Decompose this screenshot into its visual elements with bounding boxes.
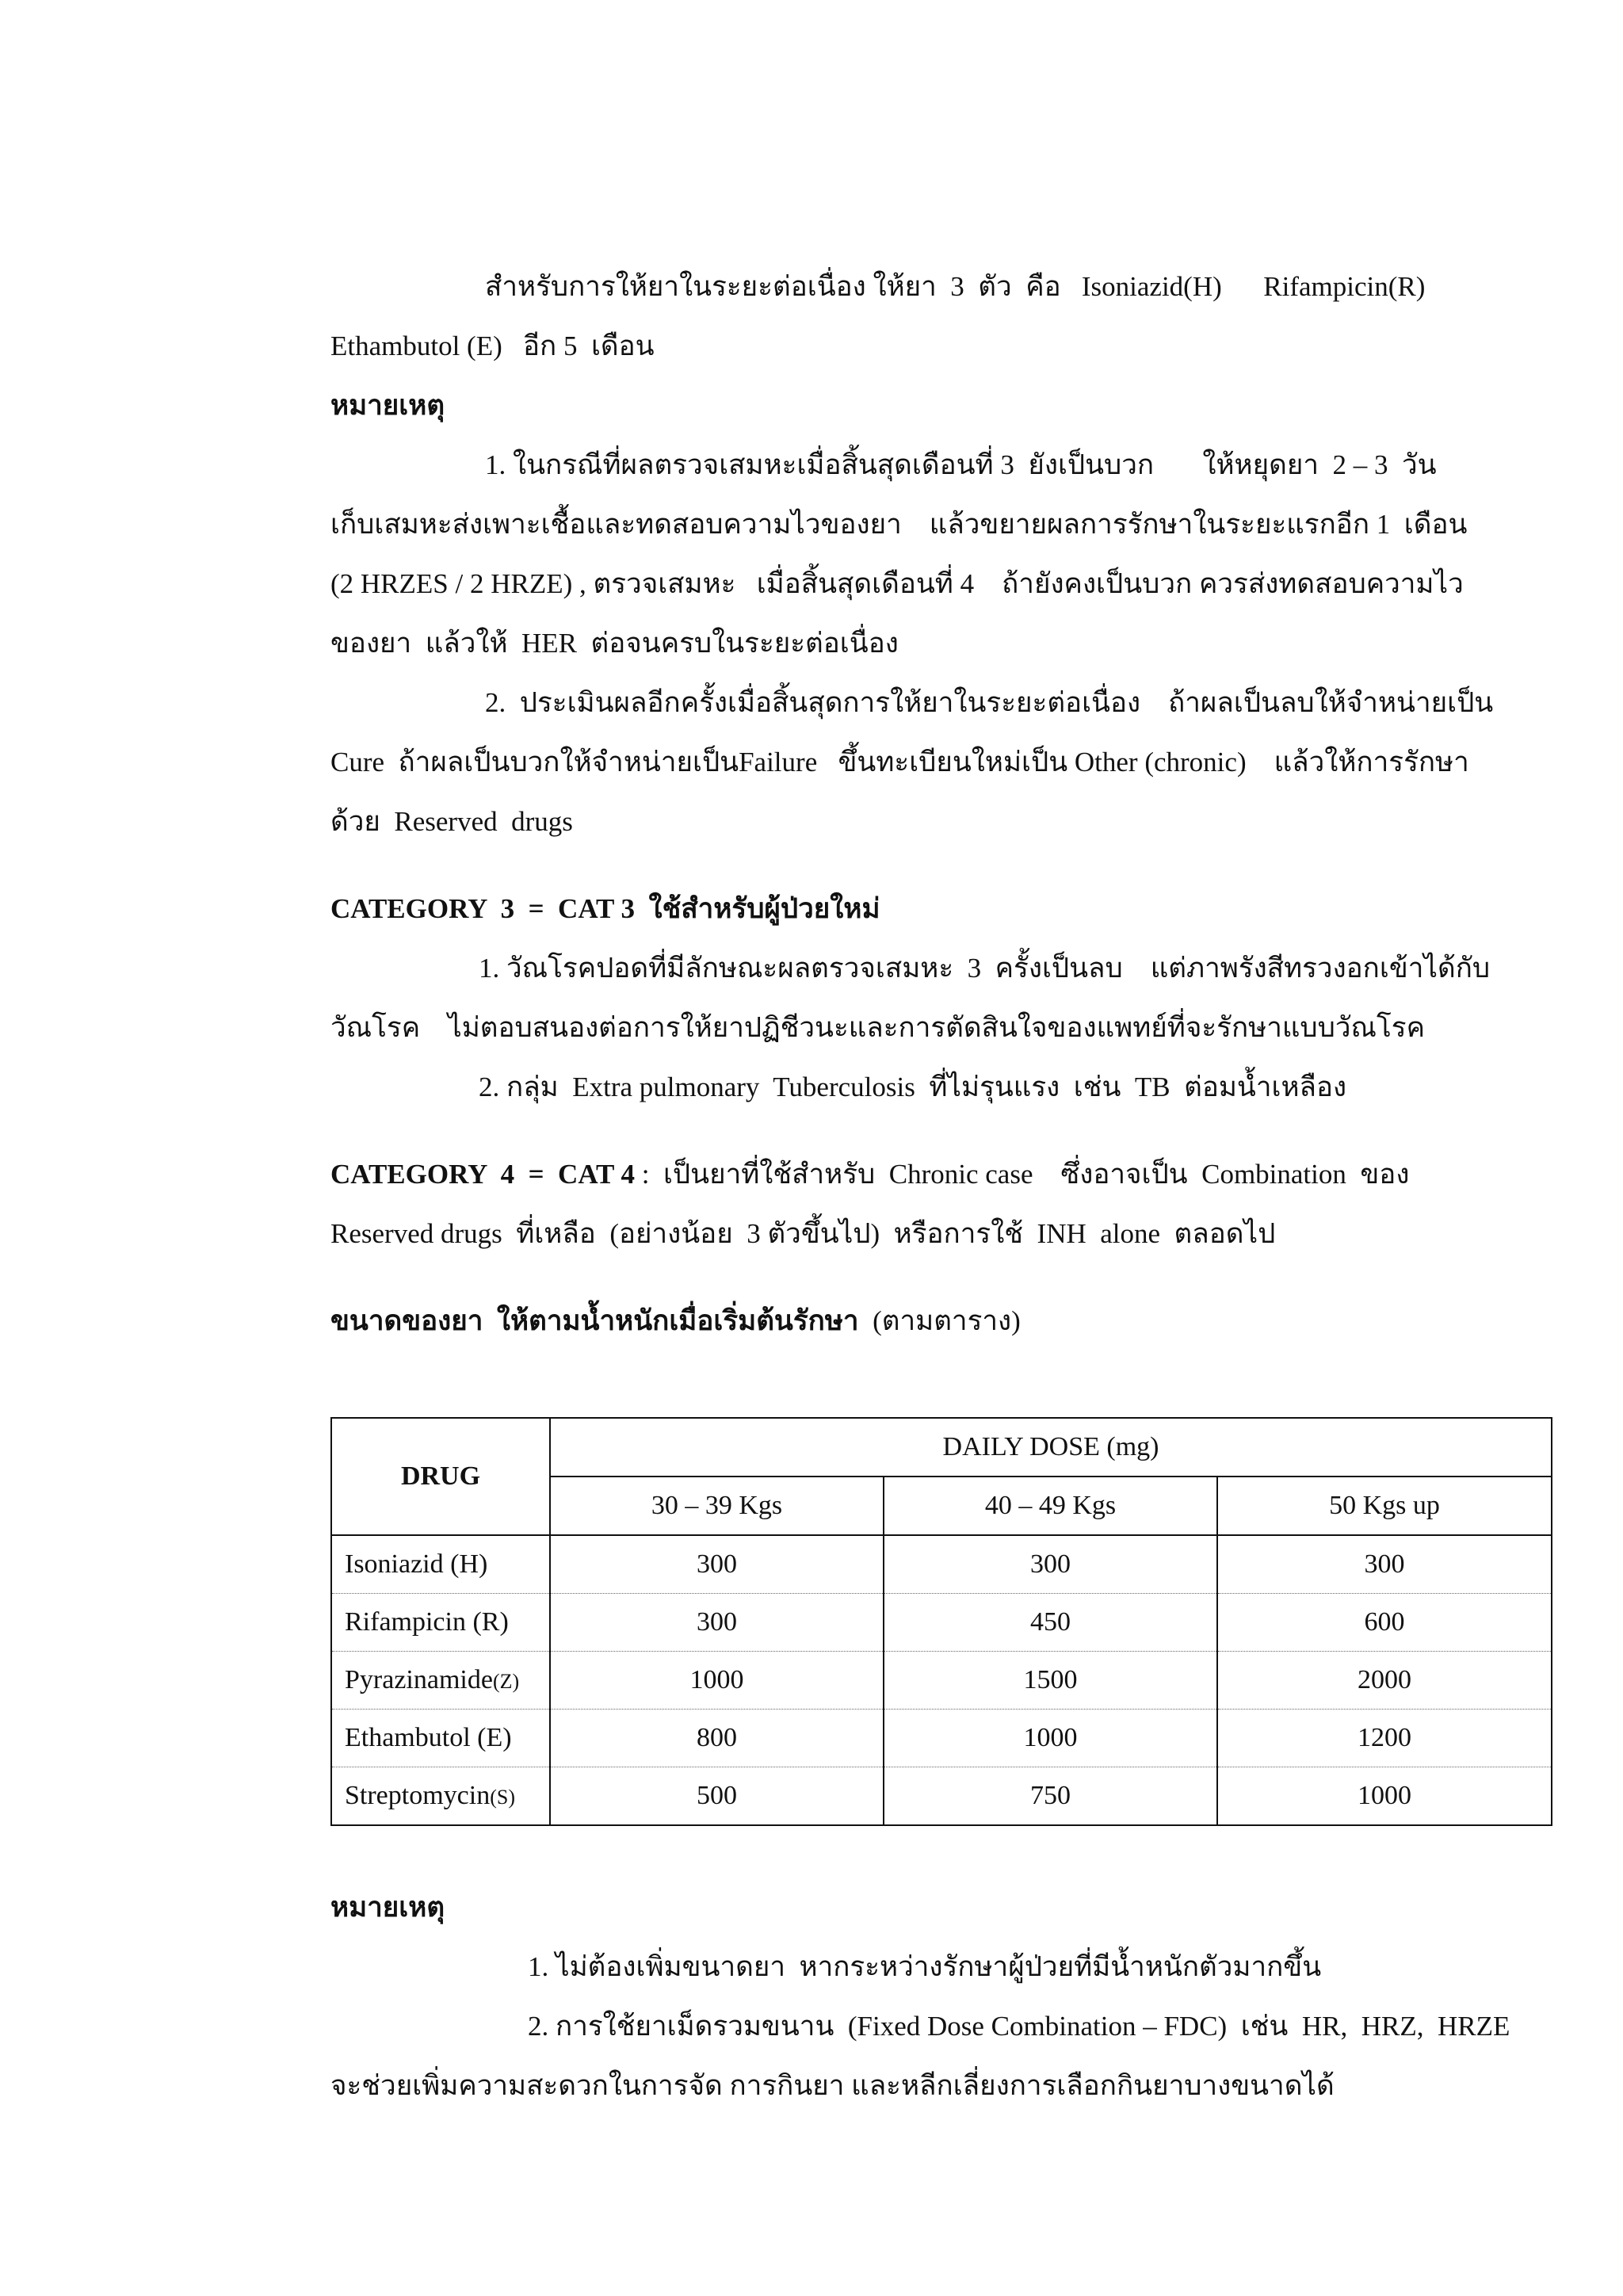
dosage-heading (330, 1304, 1021, 1339)
drug-suffix: (S) (490, 1786, 515, 1809)
category-3-item-2: 2. กลุ่ม Extra pulmonary Tuberculosis ที่ไม่รุนแรง เช่น TB ต่อมน้ำเหลือง (479, 1072, 1347, 1102)
dosage-heading-suffix: (ตามตาราง) (858, 1305, 1021, 1336)
drug-column-header: DRUG (331, 1418, 550, 1535)
note-1-line-3: (2 HRZES / 2 HRZE) , ตรวจเสมหะ เมื่อสิ้นสุดเดือนที่ 4 ถ้ายังคงเป็นบวก ควรส่งทดสอบความไว (330, 568, 1464, 599)
dose-cell: 1000 (550, 1652, 884, 1710)
table-row (331, 1594, 1552, 1652)
drug-name (331, 1652, 550, 1710)
table-row (331, 1535, 1552, 1594)
dose-cell: 300 (550, 1594, 884, 1652)
drug-name-text: Ethambutol (E) (345, 1723, 512, 1752)
note-heading-2: หมายเหตุ (330, 1892, 445, 1923)
drug-name (331, 1535, 550, 1594)
note-1-line-1: 1. ในกรณีที่ผลตรวจเสมหะเมื่อสิ้นสุดเดือนที่ 3 ยังเป็นบวก ให้หยุดยา 2 – 3 วัน (485, 449, 1437, 480)
dosage-note-2-line-1: 2. การใช้ยาเม็ดรวมขนาน (Fixed Dose Combination – FDC) เช่น HR, HRZ, HRZE (528, 2011, 1510, 2042)
category-3-heading: CATEGORY 3 = CAT 3 ใช้สำหรับผู้ป่วยใหม่ (330, 893, 880, 924)
dose-cell: 300 (550, 1535, 884, 1594)
note-1-line-2: เก็บเสมหะส่งเพาะเชื้อและทดสอบความไวของยา แล้วขยายผลการรักษาในระยะแรกอีก 1 เดือน (330, 509, 1468, 540)
category-4-text: : เป็นยาที่ใช้สำหรับ Chronic case ซึ่งอาจเป็น Combination ของ (634, 1159, 1410, 1190)
dose-cell: 800 (550, 1710, 884, 1767)
dose-cell: 1000 (884, 1710, 1217, 1767)
note-2-line-3: ด้วย Reserved drugs (330, 806, 573, 837)
drug-name (331, 1767, 550, 1826)
dosage-heading-bold: ขนาดของยา ให้ตามน้ำหนักเมื่อเริ่มต้นรักษา (330, 1305, 859, 1336)
dose-cell: 1200 (1217, 1710, 1552, 1767)
continuation-phase-line-1: สำหรับการให้ยาในระยะต่อเนื่อง ให้ยา 3 ตัว คือ Isoniazid(H) Rifampicin(R) (485, 271, 1426, 302)
table-row (331, 1767, 1552, 1826)
dose-cell: 300 (1217, 1535, 1552, 1594)
dose-cell: 750 (884, 1767, 1217, 1826)
table-row (331, 1652, 1552, 1710)
weight-header: 30 – 39 Kgs (550, 1477, 884, 1535)
drug-name-text: Streptomycin (345, 1781, 491, 1810)
note-2-line-2: Cure ถ้าผลเป็นบวกให้จำหน่ายเป็นFailure ขึ้นทะเบียนใหม่เป็น Other (chronic) แล้วให้การรักษา (330, 747, 1469, 777)
note-2-line-1: 2. ประเมินผลอีกครั้งเมื่อสิ้นสุดการให้ยาในระยะต่อเนื่อง ถ้าผลเป็นลบให้จำหน่ายเป็น (485, 687, 1494, 718)
category-3-item-1-line-1: 1. วัณโรคปอดที่มีลักษณะผลตรวจเสมหะ 3 ครั้งเป็นลบ แต่ภาพรังสีทรวงอกเข้าได้กับ (479, 953, 1491, 984)
drug-suffix: (Z) (492, 1670, 520, 1693)
drug-name-text: Rifampicin (R) (345, 1607, 509, 1637)
dose-cell: 300 (884, 1535, 1217, 1594)
note-1-line-4: ของยา แล้วให้ HER ต่อจนครบในระยะต่อเนื่อง (330, 628, 899, 659)
weight-header: 50 Kgs up (1217, 1477, 1552, 1535)
category-3-item-1-line-2: วัณโรค ไม่ตอบสนองต่อการให้ยาปฏิชีวนะและการตัดสินใจของแพทย์ที่จะรักษาแบบวัณโรค (330, 1012, 1425, 1043)
weight-header: 40 – 49 Kgs (884, 1477, 1217, 1535)
table-row (331, 1710, 1552, 1767)
dosage-note-2-line-2: จะช่วยเพิ่มความสะดวกในการจัด การกินยา และหลีกเลี่ยงการเลือกกินยาบางขนาดได้ (330, 2070, 1335, 2101)
continuation-phase-line-2: Ethambutol (E) อีก 5 เดือน (330, 330, 655, 361)
category-4-line-2: Reserved drugs ที่เหลือ (อย่างน้อย 3 ตัวขึ้นไป) หรือการใช้ INH alone ตลอดไป (330, 1218, 1276, 1249)
drug-name (331, 1710, 550, 1767)
drug-name-text: Isoniazid (H) (345, 1549, 488, 1579)
note-heading-1: หมายเหตุ (330, 390, 445, 421)
category-4-line-1 (330, 1157, 1409, 1192)
drug-name-text: Pyrazinamide (345, 1665, 493, 1694)
dosage-note-1: 1. ไม่ต้องเพิ่มขนาดยา หากระหว่างรักษาผู้ป่วยที่มีน้ำหนักตัวมากขึ้น (528, 1951, 1322, 1982)
dose-cell: 500 (550, 1767, 884, 1826)
dose-cell: 600 (1217, 1594, 1552, 1652)
dose-cell: 450 (884, 1594, 1217, 1652)
dosage-table (330, 1417, 1552, 1826)
dose-cell: 1000 (1217, 1767, 1552, 1826)
daily-dose-header: DAILY DOSE (mg) (550, 1418, 1552, 1477)
dose-cell: 1500 (884, 1652, 1217, 1710)
category-4-heading: CATEGORY 4 = CAT 4 (330, 1159, 635, 1190)
dose-cell: 2000 (1217, 1652, 1552, 1710)
drug-name (331, 1594, 550, 1652)
